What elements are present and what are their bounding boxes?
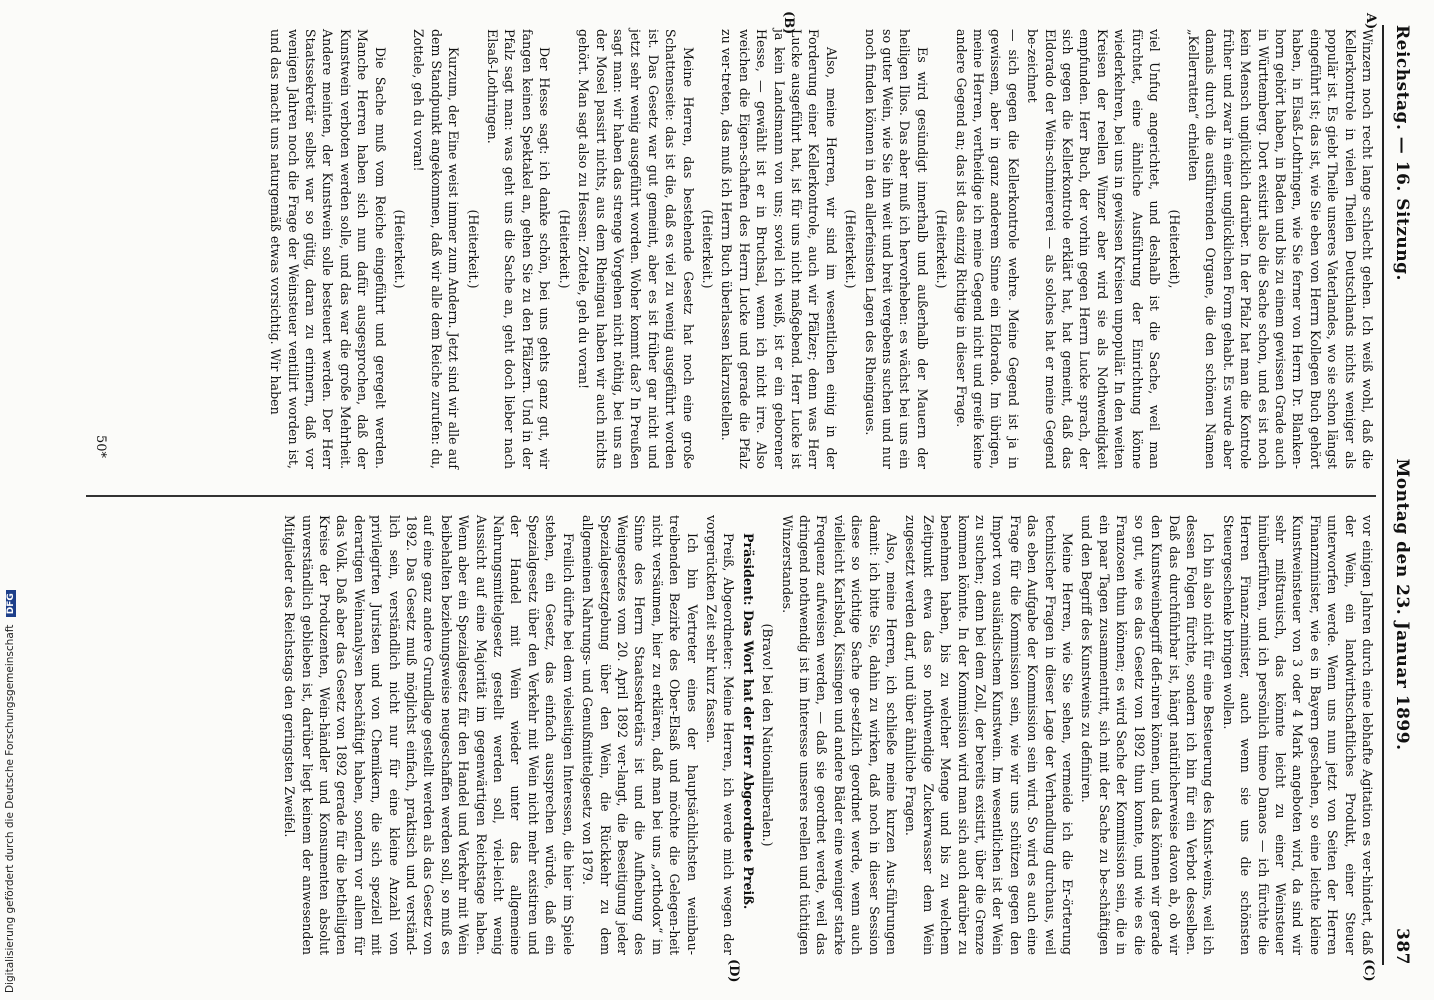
page-sheet [66,11,1416,983]
paragraph: Ich bin also nicht für eine Besteuerung des Kunst-weins, weil ich dessen Folgen fürchte, sondern ich bin für ein Verbot desselben. Daß das durchführbar ist, hängt natürlicherweise davon ab, ob wir den Kunstweinbegriff defi-niren können, und das können wir gerade so gut, wie es das Gesetz von 1892 thun konnte, und wie es die Franzosen thun können; es wird Sache der Kommission sein, die in ein paar Tagen zusammentritt, sich mit der Sache zu be-schäftigen und den Begriff des Kunstweins zu definiren. [1079,515,1217,955]
interjection: (Heiterkeit.) [556,209,572,289]
rotated-page [66,11,1416,983]
interjection: (Heiterkeit), [1166,209,1182,289]
right-column [279,515,1376,955]
paragraph: Der Hesse sagt: ich danke schön, bei uns gehts ganz gut, wir fangen keinen Spektakel an, gehen Sie zu den Pfälzern. Und in der Pfalz sagt man: was geht uns die Sache an, geht doch lieber nach Elsaß-Lothringen. [485,29,553,469]
interjection: (Heiterkeit.) [843,209,859,289]
margin-mark-d: (D) [726,959,741,983]
paragraph: vor einigen Jahren durch eine lebhafte Agitation es ver-hindert, daß der Wein, ein landwirthschaftliches Produkt, einer Steuer unterworfen werde. Wenn uns nun jetzt von Seiten der Herren Finanzminister, wie es in Bayern geschehen, so eine leichte kleine Kunstweinsteuer von 3 oder 4 Mark angeboten wird, da sind wir sehr mißtrauisch, das könnte leicht zu einer Weinsteuer hinüberführen, und ich persönlich timeo Danaos — ich fürchte die Herren Finanz-minister, auch wenn sie uns die schönsten Steuergeschenke bringen wollen. [1220,515,1375,955]
paragraph: Preiß, Abgeordneter: Meine Herren, ich werde mich wegen der vorgerückten Zeit sehr kurz fassen. [703,515,737,955]
interjection: (Heiterkeit.) [465,209,481,289]
paragraph: Ich bin Vertreter eines der hauptsächlichsten weinbau-treibenden Bezirke des Ober-Elsaß und möchte die Gelegen-heit nicht versäumen, hier zu erklären, daß man bei uns „orthodox“ im Sinne des Herrn Staatssekretärs ist und die Aufhebung des Weingesetzes vom 20. April 1892 ver-langt, die Beseitigung jeder Spezialgesetzgebung über den Wein, die Rückkehr zu dem allgemeinen Nahrungs- und Genußmittelgesetz von 1879. [580,515,700,955]
paragraph: viel Unfug angerichtet, und deshalb ist die Sache, weil man fürchtet, eine ähnliche Ausführung der Einrichtung könne wiederkehren, bei uns in gewissen Kreisen unpopulär. In den weiten Kreisen der reellen Winzer aber wird sie als Nothwendigkeit empfunden. Herr Buch, der vorhin gegen Herrn Lucke sprach, der sich gegen die Kellerkontrole erklärt hat, hat gemeint, daß das Eldorado der Wein-schmiererei — als solches hat er meine Gegend be-zeichnet [1025,29,1163,469]
interjection: (Heiterkeit.) [392,209,408,289]
interjection: (Heiterkeit.) [699,209,715,289]
paragraph: Es wird gesündigt innerhalb und außerhalb der Mauern der heiligen Ilios. Das aber muß ich hervorheben: es wächst bei uns ein so guter Wein, wie Sie ihn weit und breit vergebens suchen und nur noch finden können in den allerfeinsten Lagen des Rheingaues. [862,29,930,469]
paragraph: Also, meine Herren, wir sind im wesentlichen einig in der Forderung einer Kellerkontrole, auch wir Pfälzer; denn was Herr Lucke ausgeführt hat, ist für uns nicht maßgebend. Herr Lucke ist ja kein Landsmann von uns; soviel ich weiß, ist er ein geborener Hesse, — gewählt ist er in Bruchsal, wenn ich nicht irre. Also weichen die Eigen-schaften des Herrn Lucke und gerade die Pfalz zu ver-treten, das muß ich Herrn Buch überlassen klarzustellen. [719,29,839,469]
header-left: Reichstag. — 16. Sitzung. [1392,25,1412,281]
running-header [1388,25,1416,965]
margin-mark-b: (B) [781,11,796,35]
digitization-credit [0,0,26,1000]
paragraph: Kurzum, der Eine weist immer zum Andern. Jetzt sind wir alle auf dem Standpunkt angekommen, daß wir alle dem Reiche zurufen: du, Zottele, geh du voran! [411,29,462,470]
interjection: (Heiterkeit.) [934,209,950,289]
margin-mark-a: A) [1363,13,1378,30]
credit-text: Digitalisierung gefördert durch die Deutsche Forschungsgemeinschaft [4,624,16,993]
header-rule [1382,25,1384,965]
page-number: 387 [1392,928,1412,965]
paragraph: Die Sache muß vom Reiche eingeführt und geregelt werden. Manche Herren haben sich nun dafür ausgesprochen, daß der Kunstwein verboten werden solle, und das war die große Mehrheit. Andere meinten, der Kunstwein solle besteuert werden. Der Herr Staatssekretär selbst war so gütig, daran zu erinnern, daß vor wenigen Jahren noch die Frage der Weinsteuer ventilirt worden ist, und das macht uns naturgemäß etwas vorsichtig. Wir haben [268,29,388,469]
dfg-logo: DFG [6,590,16,617]
header-center: Montag den 23. Januar 1899. [1392,458,1412,751]
paragraph: Also, meine Herren, ich schließe meine kurzen Aus-führungen damit: ich bitte Sie, dahin zu wirken, daß noch in dieser Session diese so wichtige Sache ge-setzlich geordnet werde, wenn auch vielleicht Karlsbad, Kissingen und andere Bäder eine weniger starke Frequenz aufweisen werden, — daß sie geordnet werde, weil das dringend nothwendig ist im Interesse unseres reellen und tüchtigen Winzerstandes. [779,515,900,955]
paragraph: Freilich dürfte bei dem vielseitigen Interessen, die hier im Spiele stehen, ein Gesetz, das einfach aussprechen würde, daß ein Spezialgesetz über den Verkehr mit Wein nicht mehr existiren und der Handel mit Wein wieder unter das allgemeine Nahrungsmittelgesetz gestellt werden soll, viel-leicht wenig Aussicht auf eine Majorität im gegenwärtigen Reichstage haben. Wenn aber ein Spezialgesetz für den Handel und Verkehr mit Wein beibehalten beziehungsweise neugeschaffen werden soll, so muß es auf eine ganz andere Grundlage gestellt werden als das Gesetz von 1892. Das Gesetz muß möglichst einfach, praktisch und verständ-lich sein, verständlich nicht nur für eine kleine Anzahl von privilegirten Juristen und von Chemikern, die sich speziell mit derartigen Weinanalysen beschäftigt haben, sondern vor allem für das Volk. Daß aber das Gesetz von 1892 gerade für die betheiligten Kreise der Produzenten, Wein-händler und Konsumenten absolut unverständlich geblieben ist, darüber liegt keinem der anwesenden Mitglieder des Reichstags den geringsten Zweifel. [282,515,576,955]
paragraph: Winzern noch recht lange schlecht gehen. Ich weiß wohl, daß die Kellerkontrole in vielen Theilen Deutschlands nichts weniger als populär ist. Es giebt Theile unseres Vaterlandes, wo sie schon längst eingeführt ist; das ist, wie Sie eben von Herrn Kollegen Buch gehört haben, in Elsaß-Lothringen, wie Sie ferner von Herrn Dr. Blanken-horn gehört haben, in Baden und bis zu einem gewissen Grade auch in Württemberg. Dort existirt also die Sache schon, und es ist noch kein Mensch unglücklich darüber. In der Pfalz hat man die Kontrole früher und zwar in einer unglücklichen Form gehabt. Es wurde aber damals durch die ausführenden Organe, die den schönen Namen „Kellerratten“ erhielten [1185,29,1375,469]
column-divider [86,495,1376,497]
sheet-signature: 50* [93,435,108,459]
margin-mark-c: (C) [1361,959,1376,982]
paragraph: Meine Herren, das bestehende Gesetz hat noch eine große Schattenseite: das ist die, daß es viel zu wenig ausgeführt worden ist. Das Gesetz war gut gemeint, aber es ist früher gar nicht und jetzt sehr wenig ausgeführt worden. Woher kommt das? In Preußen sagt man: wir haben das strenge Vorgehen nicht nöthig, bei uns an der Mosel passirt nichts, aus dem Rheingau haben wir auch nichts gehört. Man sagt also zu Hessen: Zottele, geh du voran! [576,29,696,469]
interjection: (Bravo! bei den Nationalliberalen.) [760,623,776,847]
paragraph: Meine Herren, wie Sie sehen, vermeide ich die Er-örterung technischer Fragen in dieser Lage der Verhandlung durchaus, weil das eben Aufgabe der Kommission sein wird. So wird es auch eine Frage für die Kommission sein, wie wir uns schützen gegen den Import von ausländischem Kunstwein. Im wesentlichen ist der Wein zu suchen; denn bei dem Zoll, der bereits existirt, über die Grenze kommen könnte. In der Kommission wird man sich auch darüber zu benehmen haben, bis zu welcher Menge und bis zu welchem Zeitpunkt etwa das so nothwendige Zuckerwasser dem Wein zugesetzt werden darf, und über ähnliche Fragen. [903,515,1076,955]
left-column [265,29,1376,469]
paragraph: — sich gegen die Kellerkontrole wehre. Meine Gegend ist ja in gewissem, aber in ganz anderem Sinne ein Eldorado. Im übrigen, meine Herren, vertheidige ich meine Gegend nicht und greife keine andere Gegend an; das ist das einzig Richtige in dieser Frage. [953,29,1021,469]
speaker-paragraph: Präsident: Das Wort hat der Herr Abgeordnete Preiß. [740,533,756,910]
